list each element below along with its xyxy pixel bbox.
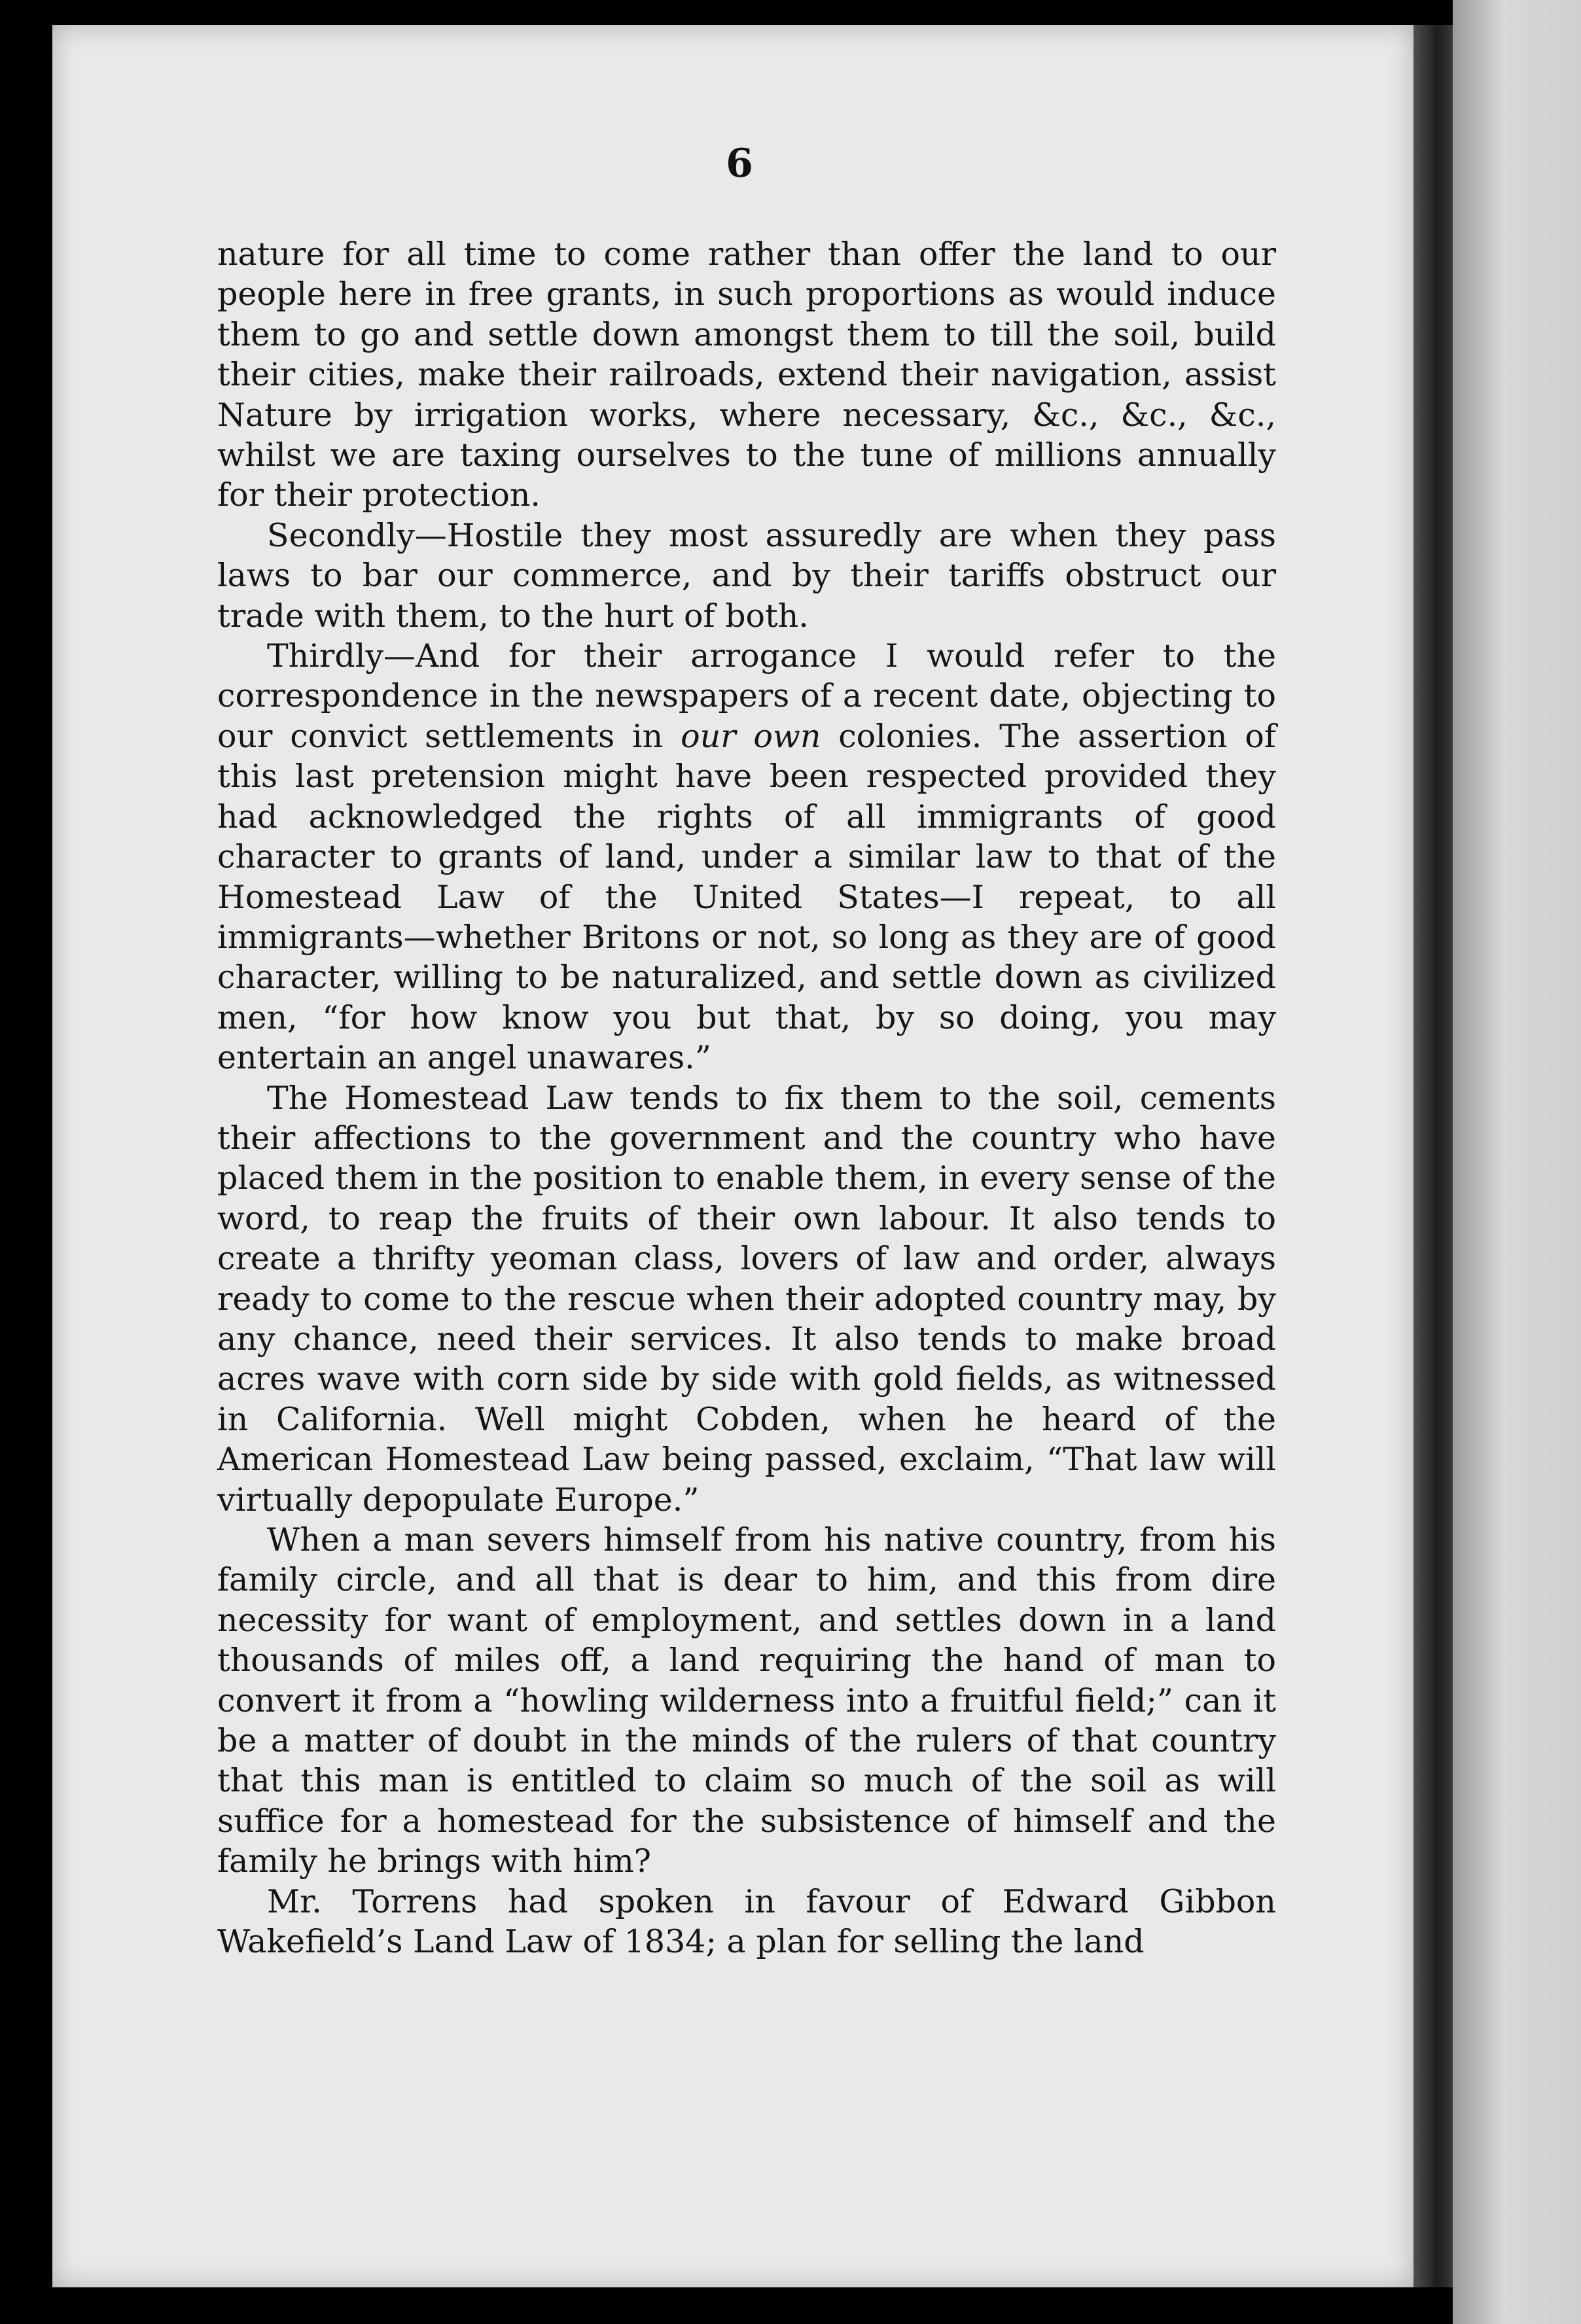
paragraph-text-continued: colonies. The assertion of this last pretension might have been respected provided they had acknowledged the rights of all immigrants of good character to grants of land, under a similar law to that of the Homestead Law of the United States—I repeat, to all immigrants—whether Britons or not, so long as they are of good character, willing to be naturalized, and settle down as civilized men, “for how know you but that, by so doing, you may entertain an angel unawares.” (217, 717, 1276, 1077)
paragraph-text: nature for all time to come rather than offer the land to our people here in free grants, in such proportions as would induce them to go and settle down amongst them to till the soil, build their cities, make their railroads, extend their navigation, assist Nature by irrigation works, where necessary, &c., &c., &c., whilst we are taxing ourselves to the tune of millions annually for their protection. (217, 236, 1276, 514)
adjacent-page-edge (1453, 0, 1581, 2324)
paragraph-3 (217, 636, 1276, 1078)
book-gutter (1413, 25, 1453, 2287)
paragraph-text: Secondly—Hostile they most assuredly are when they pass laws to bar our commerce, and by their tariffs obstruct our trade with them, to the hurt of both. (217, 516, 1276, 635)
paragraph-5 (217, 1520, 1276, 1882)
paragraph-2 (217, 516, 1276, 636)
page-number: 6 (726, 141, 753, 186)
body-text (217, 234, 1276, 1962)
emphasized-text: our own (681, 717, 821, 755)
paragraph-6 (217, 1882, 1276, 1962)
paragraph-1 (217, 234, 1276, 516)
paragraph-text: The Homestead Law tends to fix them to the soil, cements their affections to the government and the country who have placed them in the position to enable them, in every sense of the word, to reap the fruits of their own labour. It also tends to create a thrifty yeoman class, lovers of law and order, always ready to come to the rescue when their adopted country may, by any chance, need their services. It also tends to make broad acres wave with corn side by side with gold fields, as witnessed in California. Well might Cobden, when he heard of the American Homestead Law being passed, exclaim, “That law will virtually depopulate Europe.” (217, 1079, 1276, 1519)
paragraph-text: Mr. Torrens had spoken in favour of Edward Gibbon Wakefield’s Land Law of 1834; a plan for selling the land (217, 1882, 1276, 1961)
paragraph-4 (217, 1078, 1276, 1520)
paragraph-text: Thirdly—And for their arrogance I would refer to the correspondence in the newspapers of a recent date, objecting to our convict settlements in (217, 637, 1276, 755)
paragraph-text: When a man severs himself from his native country, from his family circle, and all that is dear to him, and this from dire necessity for want of employment, and settles down in a land thousands of miles off, a land requiring the hand of man to convert it from a “howling wilderness into a fruitful field;” can it be a matter of doubt in the minds of the rulers of that country that this man is entitled to claim so much of the soil as will suffice for a homestead for the subsistence of himself and the family he brings with him? (217, 1521, 1276, 1880)
